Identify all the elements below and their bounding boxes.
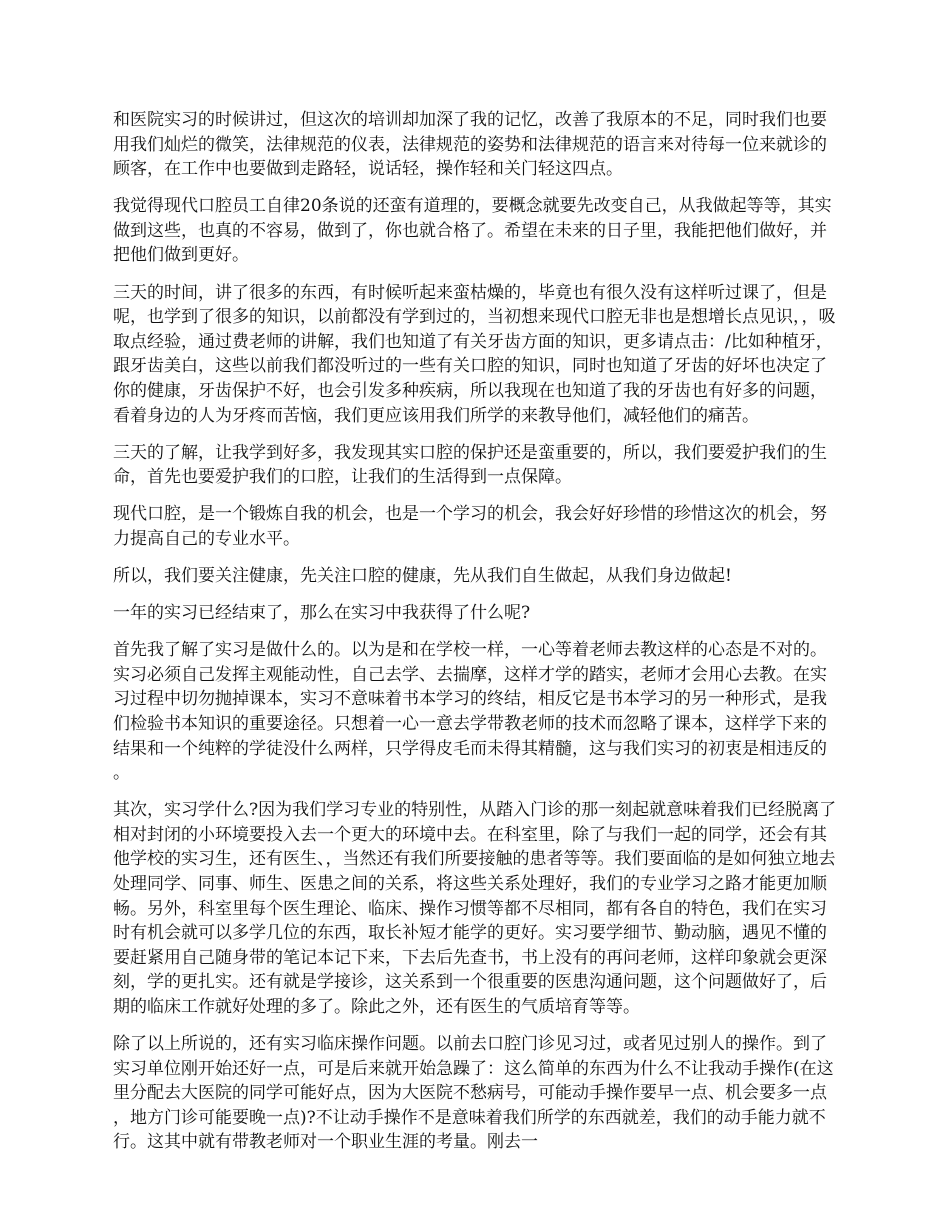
paragraph: 三天的了解，让我学到好多，我发现其实口腔的保护还是蛮重要的，所以，我们要爱护我们的生命，首先也要爱护我们的口腔，让我们的生活得到一点保障。 [113,442,827,488]
paragraph: 和医院实习的时候讲过，但这次的培训却加深了我的记忆，改善了我原本的不足，同时我们也要用我们灿烂的微笑，法律规范的仪表，法律规范的姿势和法律规范的语言来对待每一位来就诊的顾客，在工作中也要做到走路轻，说话轻，操作轻和关门轻这四点。 [113,110,827,180]
document-body [113,108,840,1168]
paragraph: 现代口腔，是一个锻炼自我的机会，也是一个学习的机会，我会好好珍惜的珍惜这次的机会，努力提高自己的专业水平。 [113,504,827,549]
paragraph: 我觉得现代口腔员工自律20条说的还蛮有道理的，要概念就要先改变自己，从我做起等等，其实做到这些，也真的不容易，做到了，你也就合格了。希望在未来的日子里，我能把他们做好，并把他们做到更好。 [113,196,832,266]
paragraph: 三天的时间，讲了很多的东西，有时候听起来蛮枯燥的，毕竟也有很久没有这样听过课了，但是呢，也学到了很多的知识，以前都没有学到过的，当初想来现代口腔无非也是想增长点见识，，吸取点经验，通过费老师的讲解，我们也知道了有关牙齿方面的知识，更多请点击：/比如种植牙，跟牙齿美白，这些以前我们都没听过的一些有关口腔的知识，同时也知道了牙齿的好坏也决定了你的健康，牙齿保护不好，也会引发多种疾病，所以我现在也知道了我的牙齿也有好多的问题，看着身边的人为牙疼而苦恼，我们更应该用我们所学的来教导他们，减轻他们的痛苦。 [113,282,836,426]
paragraph: 所以，我们要关注健康，先关注口腔的健康，先从我们自生做起，从我们身边做起! [113,566,732,586]
paragraph: 其次，实习学什么?因为我们学习专业的特别性，从踏入门诊的那一刻起就意味着我们已经脱离了相对封闭的小环境要投入去一个更大的环境中去。在科室里，除了与我们一起的同学，还会有其他学校的实习生，还有医生、，当然还有我们所要接触的患者等等。我们要面临的是如何独立地去处理同学、同事、师生、医患之间的关系，将这些关系处理好，我们的专业学习之路才能更加顺畅。另外，科室里每个医生理论、临床、操作习惯等都不尽相同，都有各自的特色，我们在实习时有机会就可以多学几位的东西，取长补短才能学的更好。实习要学细节、勤动脑，遇见不懂的要赶紧用自己随身带的笔记本记下来，下去后先查书，书上没有的再问老师，这样印象就会更深刻，学的更扎实。还有就是学接诊，这关系到一个很重要的医患沟通问题，这个问题做好了，后期的临床工作就好处理的多了。除此之外，还有医生的气质培育等等。 [113,800,837,1017]
paragraph: 除了以上所说的，还有实习临床操作问题。以前去口腔门诊见习过，或者见过别人的操作。到了实习单位刚开始还好一点，可是后来就开始急躁了：这么简单的东西为什么不让我动手操作(在这里分配去大医院的同学可能好点，因为大医院不愁病号，可能动手操作要早一点、机会要多一点，地方门诊可能要晚一点)?不让动手操作不是意味着我们所学的东西就差，我们的动手能力就不行。这其中就有带教老师对一个职业生涯的考量。刚去一 [113,1034,834,1153]
paragraph: 首先我了解了实习是做什么的。以为是和在学校一样，一心等着老师去教这样的心态是不对的。实习必须自己发挥主观能动性，自己去学、去揣摩，这样才学的踏实，老师才会用心去教。在实习过程中切勿抛掉课本，实习不意味着书本学习的终结，相反它是书本学习的另一种形式，是我们检验书本知识的重要途径。只想着一心一意去学带教老师的技术而忽略了课本，这样学下来的结果和一个纯粹的学徒没什么两样，只学得皮毛而未得其精髓，这与我们实习的初衷是相违反的。 [113,640,827,784]
paragraph: 一年的实习已经结束了，那么在实习中我获得了什么呢? [113,603,531,624]
